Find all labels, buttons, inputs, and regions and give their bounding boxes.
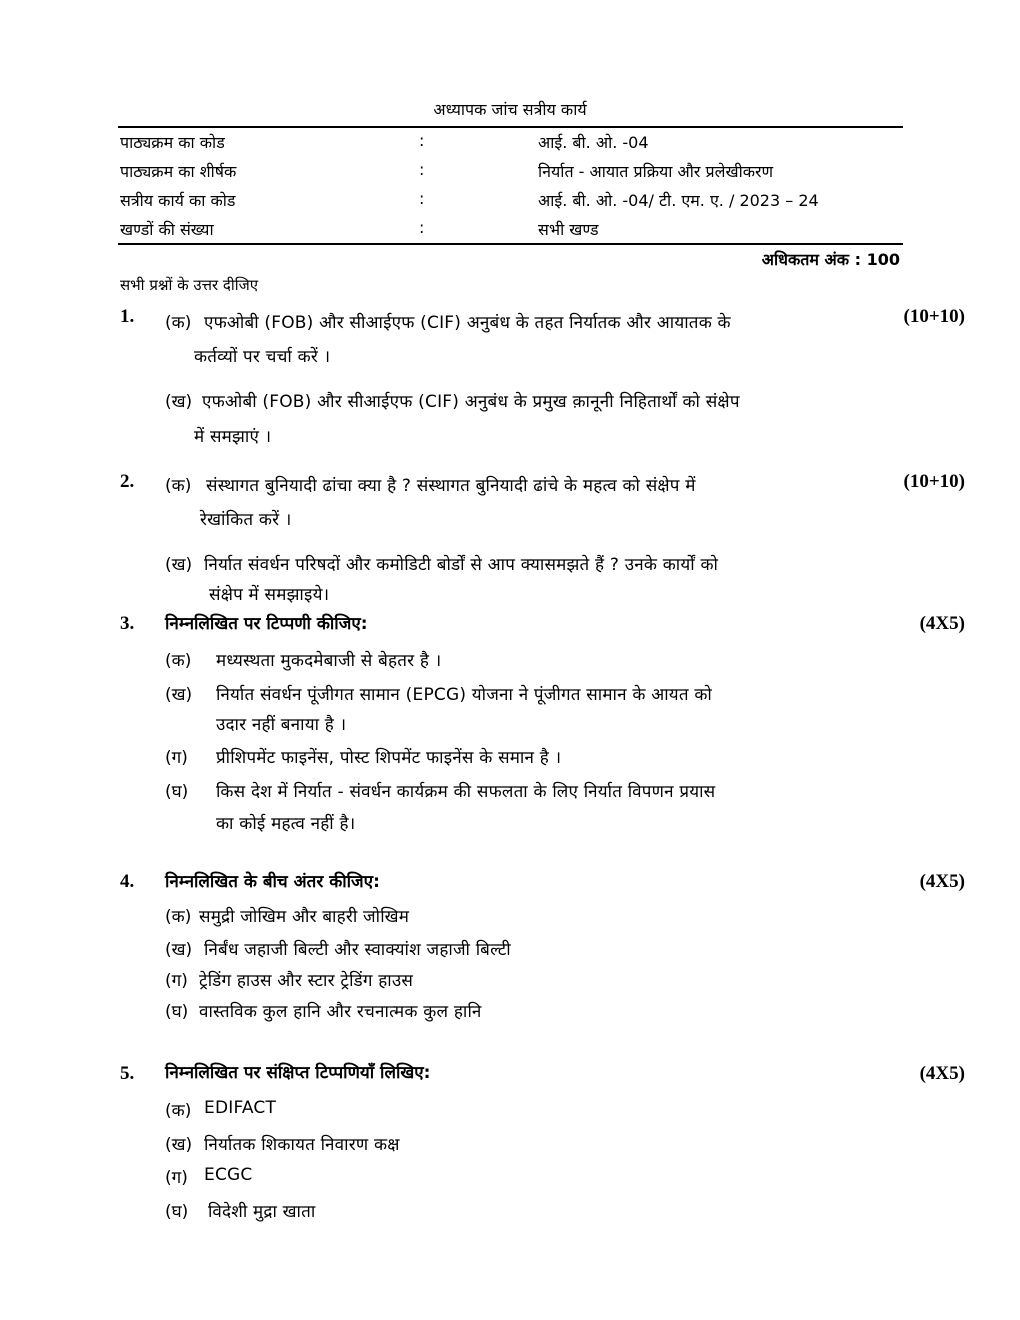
part-text-line: निर्यात संवर्धन पूंजीगत सामान (EPCG) योजना ने पूंजीगत सामान के आयत को	[216, 685, 713, 705]
question-marks: (10+10)	[903, 306, 965, 327]
part-label: (घ)	[165, 1202, 189, 1222]
header-bottom-rule	[118, 243, 903, 245]
part-label: (ग)	[165, 1168, 188, 1188]
part-text-line: संक्षेप में समझाइये।	[209, 585, 330, 605]
part-label: (घ)	[165, 1002, 189, 1022]
part-label: (ख)	[165, 685, 193, 705]
part-text-line: प्रीशिपमेंट फाइनेंस, पोस्ट शिपमेंट फाइनेंस के समान है ।	[216, 748, 562, 768]
question-number: 1.	[120, 306, 135, 327]
part-label: (ख)	[165, 555, 193, 575]
question-marks: (4X5)	[919, 613, 965, 634]
assignment-code-sep: :	[419, 189, 425, 208]
question-marks: (4X5)	[919, 871, 965, 892]
course-title-sep: :	[419, 160, 425, 179]
part-text-line: निर्यातक शिकायत निवारण कक्ष	[204, 1135, 400, 1155]
question-number: 2.	[120, 471, 135, 492]
part-text-line: मध्यस्थता मुकदमेबाजी से बेहतर है ।	[216, 651, 442, 671]
assignment-code-label: सत्रीय कार्य का कोड	[120, 191, 236, 210]
instruction: सभी प्रश्नों के उत्तर दीजिए	[120, 276, 259, 294]
course-title-value: निर्यात - आयात प्रक्रिया और प्रलेखीकरण	[538, 162, 774, 181]
part-label: (ग)	[165, 748, 188, 768]
part-text-line: कर्तव्यों पर चर्चा करें ।	[194, 347, 331, 367]
part-text-line: निर्बंध जहाजी बिल्टी और स्वाक्यांश जहाजी बिल्टी	[204, 940, 511, 960]
part-text-line: एफओबी (FOB) और सीआईएफ (CIF) अनुबंध के तहत निर्यातक और आयातक के	[204, 313, 731, 333]
part-label: (क)	[165, 313, 192, 333]
course-code-sep: :	[419, 131, 425, 150]
question-marks: (10+10)	[903, 471, 965, 492]
assignment-title: अध्यापक जांच सत्रीय कार्य	[433, 100, 587, 119]
question-heading: निम्नलिखित पर टिप्पणी कीजिए:	[165, 614, 368, 634]
question-number: 4.	[120, 871, 135, 892]
part-text-line: उदार नहीं बनाया है ।	[216, 715, 347, 735]
part-label: (ख)	[165, 392, 193, 412]
course-code-label: पाठ्यक्रम का कोड	[120, 133, 225, 152]
question-heading: निम्नलिखित के बीच अंतर कीजिए:	[165, 872, 380, 892]
part-text-line: EDIFACT	[204, 1098, 277, 1118]
course-code-value: आई. बी. ओ. -04	[538, 133, 649, 152]
assignment-code-value: आई. बी. ओ. -04/ टी. एम. ए. / 2023 – 24	[538, 191, 819, 210]
blocks-count-value: सभी खण्ड	[538, 220, 599, 239]
part-label: (ग)	[165, 971, 188, 991]
part-label: (क)	[165, 907, 192, 927]
part-text-line: संस्थागत बुनियादी ढांचा क्या है ? संस्थागत बुनियादी ढांचे के महत्व को संक्षेप में	[206, 476, 696, 496]
part-text-line: विदेशी मुद्रा खाता	[208, 1202, 316, 1222]
part-text-line: एफओबी (FOB) और सीआईएफ (CIF) अनुबंध के प्रमुख क़ानूनी निहितार्थों को संक्षेप	[202, 392, 740, 412]
part-label: (ख)	[165, 1135, 193, 1155]
part-text-line: वास्तविक कुल हानि और रचनात्मक कुल हानि	[199, 1002, 482, 1022]
question-heading: निम्नलिखित पर संक्षिप्त टिप्पणियाँ लिखिए:	[165, 1063, 431, 1083]
part-text-line: रेखांकित करें ।	[200, 510, 292, 530]
part-text-line: में समझाएं ।	[194, 427, 272, 447]
part-label: (ख)	[165, 940, 193, 960]
question-marks: (4X5)	[919, 1063, 965, 1084]
question-number: 5.	[120, 1063, 135, 1084]
course-title-label: पाठ्यक्रम का शीर्षक	[120, 162, 237, 181]
part-text-line: ECGC	[204, 1165, 253, 1185]
blocks-count-label: खण्डों की संख्या	[120, 220, 214, 239]
header-top-rule	[118, 126, 903, 128]
part-text-line: का कोई महत्व नहीं है।	[216, 814, 356, 834]
part-label: (क)	[165, 651, 192, 671]
part-text-line: समुद्री जोखिम और बाहरी जोखिम	[199, 907, 410, 927]
part-label: (घ)	[165, 782, 189, 802]
part-label: (क)	[165, 476, 192, 496]
question-number: 3.	[120, 613, 135, 634]
part-text-line: ट्रेडिंग हाउस और स्टार ट्रेडिंग हाउस	[199, 971, 414, 991]
max-marks: अधिकतम अंक : 100	[761, 250, 900, 269]
part-text-line: किस देश में निर्यात - संवर्धन कार्यक्रम की सफलता के लिए निर्यात विपणन प्रयास	[216, 782, 716, 802]
part-label: (क)	[165, 1101, 192, 1121]
part-text-line: निर्यात संवर्धन परिषदों और कमोडिटी बोर्डों से आप क्यासमझते हैं ? उनके कार्यों को	[204, 555, 719, 575]
blocks-count-sep: :	[419, 218, 425, 237]
